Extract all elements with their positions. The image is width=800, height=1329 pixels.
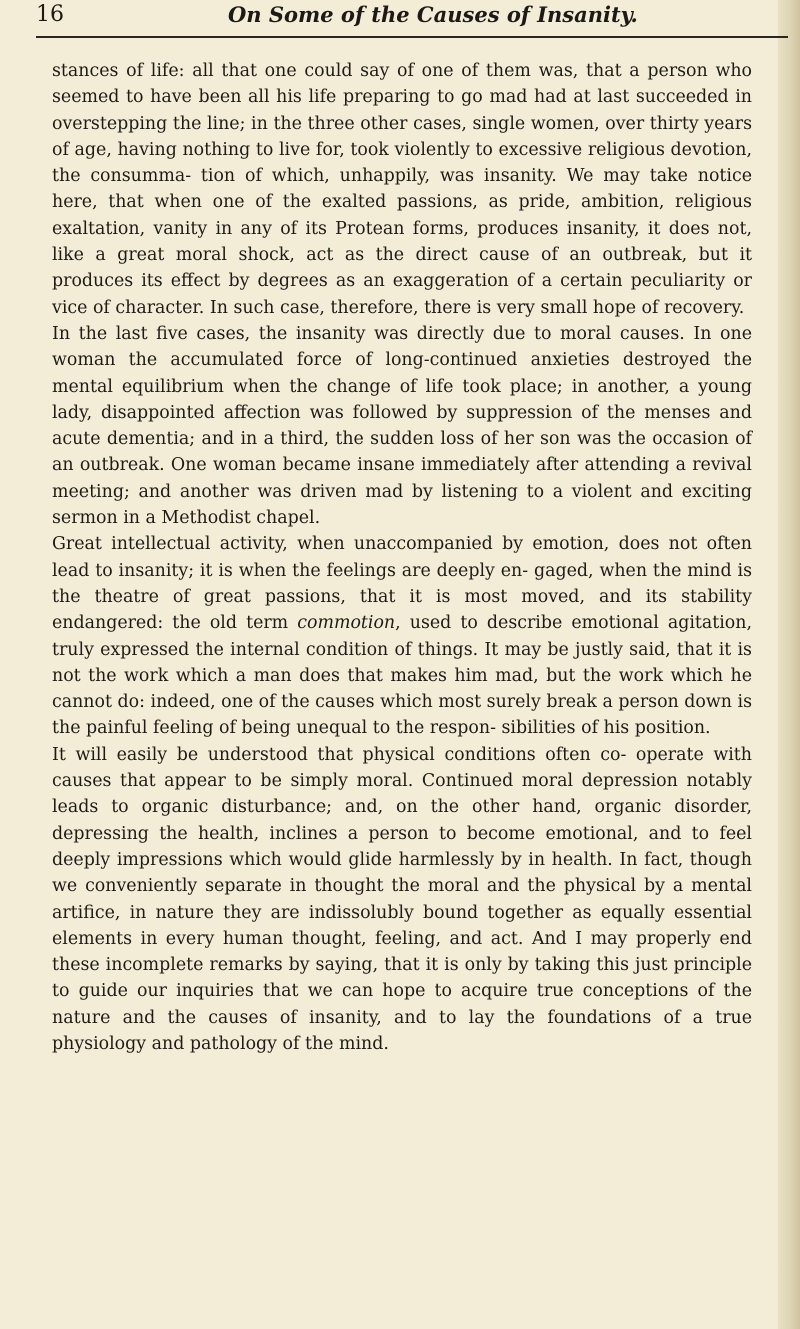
running-header — [36, 0, 776, 36]
body-text — [52, 58, 752, 1057]
paragraph-2: In the last five cases, the insanity was directly due to moral causes. In one woman the accumulated force of long-continued anxieties destroyed the mental equilibrium when the change of life took place; in another, a young lady, disappointed affection was followed by suppression of the menses and acute dementia; and in a third, the sudden loss of her son was the occasion of an outbreak. One woman became insane immediately after attending a revival meeting; and another was driven mad by listening to a violent and exciting sermon in a Methodist chapel. — [52, 323, 752, 529]
running-title: On Some of the Causes of Insanity. — [228, 2, 638, 27]
page-number: 16 — [36, 2, 64, 27]
paragraph-4: It will easily be understood that physical conditions often co- operate with causes that appear to be simply moral. Continued moral depression notably leads to organic disturbance; and, on the other hand, organic disorder, depressing the health, inclines a person to become emotional, and to feel deeply impressions which would glide harmlessly by in health. In fact, though we conveniently separate in thought the moral and the physical by a mental artifice, in nature they are indissolubly bound together as equally essential elements in every human thought, feeling, and act. And I may properly end these incomplete remarks by saying, that it is only by taking this just principle to guide our inquiries that we can hope to acquire true conceptions of the nature and the causes of insanity, and to lay the foundations of a true physiology and pathology of the mind. — [52, 744, 752, 1054]
page-edge-shadow — [778, 0, 800, 1329]
header-rule — [36, 36, 788, 38]
italic-term: commotion — [297, 613, 396, 634]
paragraph-3: Great intellectual activity, when unaccompanied by emotion, does not often lead to insanity; it is when the feelings are deeply en- gaged, when the mind is the theatre of great passions, that it is most moved, and its stability endangered: the old term commotion, used to describe emotional agitation, truly expressed the internal condition of things. It may be justly said, that it is not the work which a man does that makes him mad, but the work which he cannot do: indeed, one of the causes which most surely break a person down is the painful feeling of being unequal to the respon- sibilities of his position. — [52, 534, 753, 739]
paragraph-1: stances of life: all that one could say of one of them was, that a person who seemed to have been all his life preparing to go mad had at last succeeded in overstepping the line; in the three other cases, single women, over thirty years of age, having nothing to live for, took violently to excessive religious devotion, the consumma- tion of which, unhappily, was insanity. We may take notice here, that when one of the exalted passions, as pride, ambition, religious exaltation, vanity in any of its Protean forms, produces insanity, it does not, like a great moral shock, act as the direct cause of an outbreak, but it produces its effect by degrees as an exaggeration of a certain peculiarity or vice of character. In such case, therefore, there is very small hope of recovery. — [52, 61, 752, 318]
